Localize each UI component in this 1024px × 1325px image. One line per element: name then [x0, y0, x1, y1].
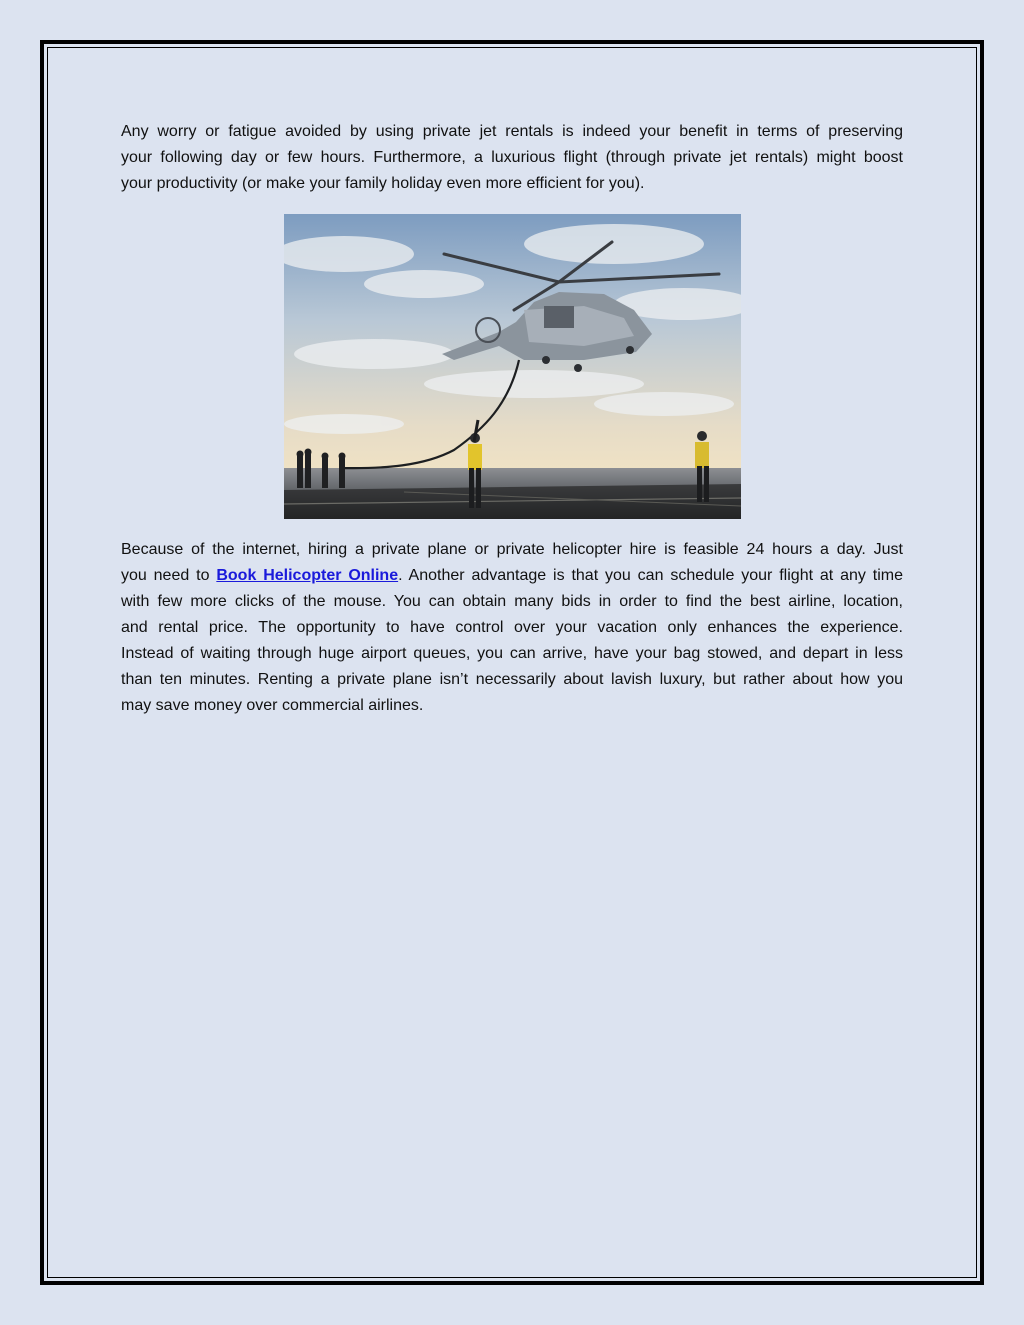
- paragraph-2-line: with few more clicks of the mouse. You can obtain many bids in order to find the best airline, location,: [121, 593, 903, 610]
- paragraph-1-line: your following day or few hours. Furthermore, a luxurious flight (through private jet rentals) might boost: [121, 149, 903, 166]
- paragraph-2: [121, 537, 903, 719]
- paragraph-2-line: may save money over commercial airlines.: [121, 697, 424, 714]
- paragraph-1-line: your productivity (or make your family holiday even more efficient for you).: [121, 175, 645, 192]
- helicopter-photo: [284, 214, 741, 519]
- book-helicopter-online-link[interactable]: Book Helicopter Online: [216, 567, 399, 584]
- paragraph-2-line: than ten minutes. Renting a private plane isn’t necessarily about lavish luxury, but rather about how you: [121, 671, 903, 688]
- paragraph-2-line: Instead of waiting through huge airport queues, you can arrive, have your bag stowed, and depart in less: [121, 645, 903, 662]
- paragraph-2-line: Because of the internet, hiring a private plane or private helicopter hire is feasible 24 hours a day. Just: [121, 541, 903, 558]
- paragraph-1: [121, 119, 903, 197]
- paragraph-2-text-after-link: . Another advantage is that you can schedule your flight at any time: [398, 567, 904, 584]
- paragraph-2-line-with-link: [121, 563, 903, 589]
- paragraph-2-text-before-link: you need to: [121, 567, 217, 584]
- paragraph-1-line: Any worry or fatigue avoided by using private jet rentals is indeed your benefit in terms of preserving: [121, 123, 903, 140]
- paragraph-2-line: and rental price. The opportunity to have control over your vacation only enhances the experience.: [121, 619, 903, 636]
